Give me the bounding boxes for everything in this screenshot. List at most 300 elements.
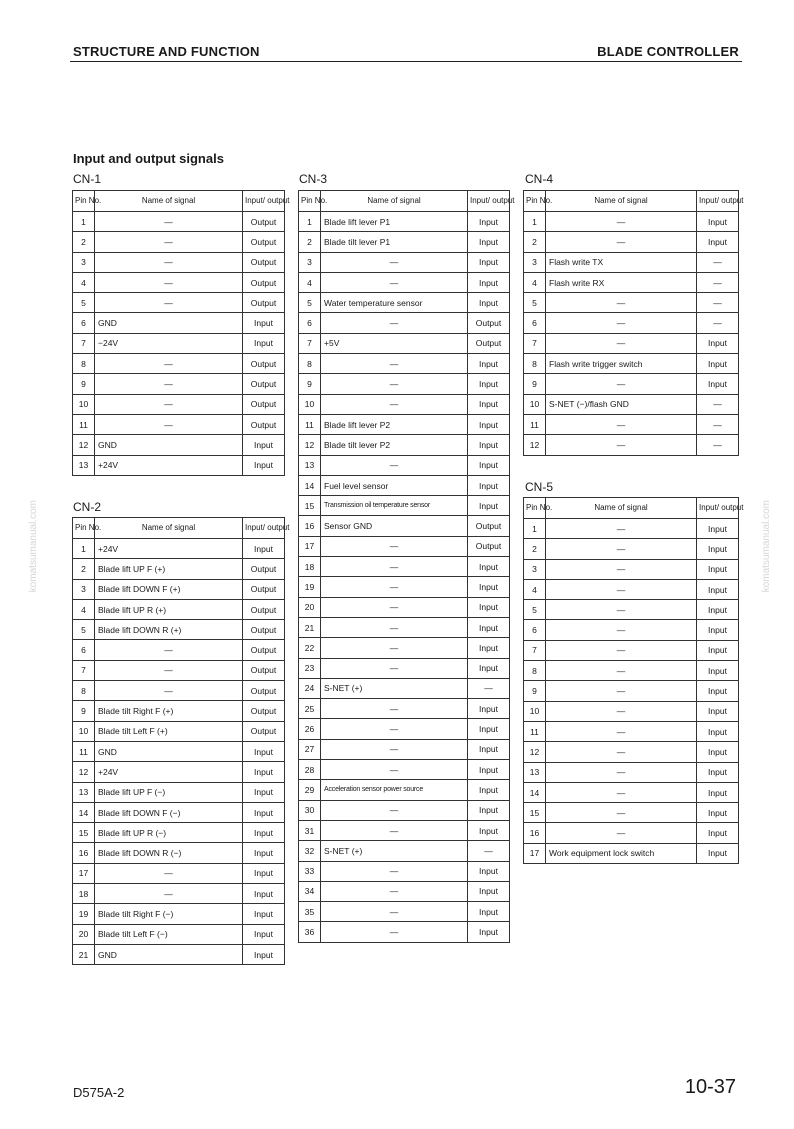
pin-number: 30 bbox=[299, 800, 321, 820]
pin-number: 2 bbox=[299, 232, 321, 252]
signal-name: — bbox=[321, 881, 468, 901]
table-row bbox=[524, 701, 739, 721]
table-row bbox=[73, 455, 285, 475]
signal-direction: Input bbox=[243, 802, 285, 822]
pin-number: 5 bbox=[299, 293, 321, 313]
signal-direction: Input bbox=[468, 902, 510, 922]
table-row bbox=[524, 600, 739, 620]
signal-name: — bbox=[321, 313, 468, 333]
signal-direction: Output bbox=[243, 414, 285, 434]
footer-page-number: 10-37 bbox=[684, 1076, 736, 1098]
table-row bbox=[299, 313, 510, 333]
pin-number: 16 bbox=[524, 823, 546, 843]
header-pin-no: Pin No. bbox=[299, 191, 321, 212]
signal-name: — bbox=[321, 354, 468, 374]
signal-name: — bbox=[546, 742, 697, 762]
header-signal-name: Name of signal bbox=[321, 191, 468, 212]
signal-name: — bbox=[321, 861, 468, 881]
cn2-signal-table bbox=[72, 517, 290, 965]
table-row bbox=[524, 272, 739, 292]
signal-direction: Output bbox=[243, 681, 285, 701]
header-pin-no: Pin No. bbox=[524, 191, 546, 212]
table-row bbox=[524, 374, 739, 394]
signal-name: +5V bbox=[321, 333, 468, 353]
pin-number: 10 bbox=[524, 394, 546, 414]
signal-direction: Input bbox=[697, 600, 739, 620]
signal-direction: Input bbox=[697, 843, 739, 863]
header-signal-name: Name of signal bbox=[95, 518, 243, 539]
signal-name: — bbox=[321, 739, 468, 759]
signal-direction: Input bbox=[468, 597, 510, 617]
signal-name: Acceleration sensor power source bbox=[321, 780, 468, 800]
table-row bbox=[73, 924, 285, 944]
pin-number: 3 bbox=[73, 252, 95, 272]
table-row bbox=[73, 293, 285, 313]
signal-name: Transmission oil temperature sensor bbox=[321, 496, 468, 516]
pin-number: 11 bbox=[524, 414, 546, 434]
signal-direction: Input bbox=[697, 823, 739, 843]
signal-direction: Input bbox=[697, 559, 739, 579]
pin-number: 10 bbox=[73, 721, 95, 741]
table-row bbox=[73, 212, 285, 232]
cn2-label: CN-2 bbox=[73, 500, 102, 514]
signal-direction: — bbox=[697, 293, 739, 313]
pin-number: 17 bbox=[299, 536, 321, 556]
table-row bbox=[299, 354, 510, 374]
signal-direction: Input bbox=[468, 374, 510, 394]
signal-name: — bbox=[546, 232, 697, 252]
signal-direction: Output bbox=[243, 701, 285, 721]
table-row bbox=[524, 721, 739, 741]
table-row bbox=[299, 496, 510, 516]
signal-name: +24V bbox=[95, 762, 243, 782]
table-row bbox=[524, 661, 739, 681]
pin-number: 10 bbox=[524, 701, 546, 721]
signal-name: — bbox=[321, 719, 468, 739]
signal-direction: Input bbox=[468, 252, 510, 272]
table-row bbox=[73, 660, 285, 680]
pin-number: 14 bbox=[73, 802, 95, 822]
section-title: Input and output signals bbox=[73, 151, 224, 166]
signal-direction: Input bbox=[468, 658, 510, 678]
table-row bbox=[524, 435, 739, 455]
signal-direction: Input bbox=[243, 944, 285, 964]
table-header-row bbox=[524, 191, 739, 212]
signal-direction: — bbox=[468, 841, 510, 861]
pin-number: 15 bbox=[524, 803, 546, 823]
pin-number: 3 bbox=[299, 252, 321, 272]
signal-name: Blade lift lever P1 bbox=[321, 212, 468, 232]
pin-number: 9 bbox=[524, 374, 546, 394]
signal-name: — bbox=[546, 681, 697, 701]
pin-number: 1 bbox=[299, 212, 321, 232]
pin-number: 10 bbox=[299, 394, 321, 414]
pin-number: 1 bbox=[73, 212, 95, 232]
cn4-label: CN-4 bbox=[525, 172, 554, 186]
pin-number: 22 bbox=[299, 638, 321, 658]
table-row bbox=[73, 681, 285, 701]
signal-direction: Input bbox=[697, 640, 739, 660]
signal-name: S-NET (−)/flash GND bbox=[546, 394, 697, 414]
table-row bbox=[524, 539, 739, 559]
pin-number: 11 bbox=[73, 414, 95, 434]
signal-name: — bbox=[321, 597, 468, 617]
watermark-left: komatsumanual.com bbox=[28, 500, 39, 593]
pin-number: 31 bbox=[299, 820, 321, 840]
pin-number: 16 bbox=[73, 843, 95, 863]
signal-direction: Input bbox=[697, 212, 739, 232]
pin-number: 34 bbox=[299, 881, 321, 901]
pin-number: 6 bbox=[73, 640, 95, 660]
table-row bbox=[524, 414, 739, 434]
table-row bbox=[524, 394, 739, 414]
table-row bbox=[73, 741, 285, 761]
table-row bbox=[299, 881, 510, 901]
pin-number: 16 bbox=[299, 516, 321, 536]
signal-direction: Input bbox=[697, 333, 739, 353]
table-row bbox=[524, 762, 739, 782]
table-row bbox=[299, 394, 510, 414]
table-row bbox=[299, 597, 510, 617]
signal-direction: — bbox=[697, 414, 739, 434]
signal-direction: Output bbox=[243, 620, 285, 640]
signal-name: — bbox=[321, 394, 468, 414]
pin-number: 28 bbox=[299, 760, 321, 780]
table-row bbox=[73, 579, 285, 599]
signal-direction: Input bbox=[468, 475, 510, 495]
signal-direction: Output bbox=[468, 516, 510, 536]
signal-name: — bbox=[95, 681, 243, 701]
table-row bbox=[299, 557, 510, 577]
pin-number: 9 bbox=[73, 374, 95, 394]
pin-number: 2 bbox=[73, 232, 95, 252]
table-row bbox=[73, 944, 285, 964]
signal-direction: Output bbox=[243, 212, 285, 232]
signal-name: Blade lift UP F (+) bbox=[95, 559, 243, 579]
table-row bbox=[73, 904, 285, 924]
signal-direction: Input bbox=[243, 904, 285, 924]
header-chapter-title: BLADE CONTROLLER bbox=[597, 44, 739, 59]
signal-direction: Input bbox=[243, 863, 285, 883]
table-row bbox=[73, 721, 285, 741]
signal-name: Work equipment lock switch bbox=[546, 843, 697, 863]
pin-number: 7 bbox=[524, 333, 546, 353]
signal-name: — bbox=[95, 640, 243, 660]
pin-number: 4 bbox=[73, 272, 95, 292]
signal-direction: Input bbox=[697, 661, 739, 681]
signal-name: — bbox=[321, 658, 468, 678]
cn3-label: CN-3 bbox=[299, 172, 328, 186]
table-row bbox=[73, 232, 285, 252]
table-row bbox=[524, 742, 739, 762]
table-row bbox=[299, 435, 510, 455]
signal-name: — bbox=[546, 579, 697, 599]
signal-name: Flash write RX bbox=[546, 272, 697, 292]
signal-name: — bbox=[321, 800, 468, 820]
pin-number: 17 bbox=[73, 863, 95, 883]
signal-name: — bbox=[546, 600, 697, 620]
signal-name: Blade tilt Left F (+) bbox=[95, 721, 243, 741]
signal-direction: Input bbox=[697, 701, 739, 721]
pin-number: 7 bbox=[299, 333, 321, 353]
table-row bbox=[299, 333, 510, 353]
signal-direction: Output bbox=[243, 559, 285, 579]
header-signal-name: Name of signal bbox=[546, 498, 697, 519]
signal-name: — bbox=[321, 536, 468, 556]
signal-name: — bbox=[95, 374, 243, 394]
signal-direction: Output bbox=[243, 252, 285, 272]
table-row bbox=[299, 516, 510, 536]
table-row bbox=[524, 212, 739, 232]
pin-number: 1 bbox=[524, 212, 546, 232]
pin-number: 6 bbox=[73, 313, 95, 333]
table-row bbox=[73, 539, 285, 559]
pin-number: 32 bbox=[299, 841, 321, 861]
pin-number: 3 bbox=[524, 252, 546, 272]
pin-number: 18 bbox=[299, 557, 321, 577]
signal-name: Blade lift DOWN R (+) bbox=[95, 620, 243, 640]
signal-name: Fuel level sensor bbox=[321, 475, 468, 495]
signal-direction: Input bbox=[243, 924, 285, 944]
table-row bbox=[524, 782, 739, 802]
signal-name: Blade lift DOWN R (−) bbox=[95, 843, 243, 863]
signal-name: — bbox=[546, 374, 697, 394]
signal-direction: Input bbox=[243, 884, 285, 904]
table-row bbox=[524, 313, 739, 333]
header-input-output: Input/ output bbox=[468, 191, 510, 212]
signal-direction: Output bbox=[243, 394, 285, 414]
signal-name: Blade lift UP R (+) bbox=[95, 599, 243, 619]
table-row bbox=[73, 599, 285, 619]
signal-direction: Output bbox=[468, 536, 510, 556]
cn5-signal-table bbox=[523, 497, 744, 864]
signal-direction: Input bbox=[697, 681, 739, 701]
signal-direction: Input bbox=[468, 577, 510, 597]
pin-number: 11 bbox=[299, 414, 321, 434]
signal-direction: Output bbox=[468, 313, 510, 333]
table-row bbox=[299, 475, 510, 495]
header-section-title: STRUCTURE AND FUNCTION bbox=[73, 44, 260, 59]
pin-number: 12 bbox=[73, 435, 95, 455]
signal-name: — bbox=[546, 782, 697, 802]
pin-number: 19 bbox=[73, 904, 95, 924]
pin-number: 7 bbox=[73, 660, 95, 680]
signal-direction: — bbox=[697, 435, 739, 455]
signal-name: — bbox=[321, 922, 468, 942]
pin-number: 5 bbox=[73, 293, 95, 313]
signal-direction: Input bbox=[697, 232, 739, 252]
pin-number: 5 bbox=[524, 600, 546, 620]
pin-number: 21 bbox=[73, 944, 95, 964]
table-row bbox=[524, 333, 739, 353]
table-row bbox=[299, 902, 510, 922]
signal-direction: Input bbox=[468, 617, 510, 637]
table-row bbox=[73, 354, 285, 374]
signal-direction: Input bbox=[468, 739, 510, 759]
signal-direction: Input bbox=[468, 557, 510, 577]
signal-direction: Input bbox=[468, 212, 510, 232]
table-row bbox=[73, 333, 285, 353]
table-row bbox=[299, 536, 510, 556]
header-input-output: Input/ output bbox=[243, 191, 285, 212]
footer-model: D575A-2 bbox=[73, 1085, 125, 1100]
signal-name: — bbox=[321, 577, 468, 597]
signal-name: — bbox=[546, 293, 697, 313]
pin-number: 13 bbox=[73, 455, 95, 475]
signal-name: — bbox=[546, 559, 697, 579]
pin-number: 5 bbox=[73, 620, 95, 640]
table-row bbox=[299, 820, 510, 840]
signal-name: — bbox=[546, 519, 697, 539]
table-row bbox=[73, 884, 285, 904]
signal-direction: Input bbox=[697, 620, 739, 640]
signal-direction: Input bbox=[468, 496, 510, 516]
table-row bbox=[299, 455, 510, 475]
signal-name: — bbox=[321, 374, 468, 394]
pin-number: 13 bbox=[73, 782, 95, 802]
table-row bbox=[73, 435, 285, 455]
signal-direction: Input bbox=[697, 374, 739, 394]
pin-number: 4 bbox=[524, 579, 546, 599]
signal-direction: Input bbox=[697, 762, 739, 782]
pin-number: 4 bbox=[73, 599, 95, 619]
pin-number: 1 bbox=[524, 519, 546, 539]
signal-name: Blade tilt lever P2 bbox=[321, 435, 468, 455]
signal-direction: Output bbox=[243, 293, 285, 313]
signal-name: — bbox=[321, 820, 468, 840]
signal-name: — bbox=[95, 354, 243, 374]
table-row bbox=[73, 620, 285, 640]
pin-number: 4 bbox=[299, 272, 321, 292]
table-row bbox=[299, 760, 510, 780]
table-row bbox=[524, 519, 739, 539]
table-row bbox=[299, 374, 510, 394]
pin-number: 20 bbox=[73, 924, 95, 944]
table-header-row bbox=[73, 191, 285, 212]
signal-name: — bbox=[95, 863, 243, 883]
signal-direction: — bbox=[697, 313, 739, 333]
signal-name: — bbox=[321, 557, 468, 577]
pin-number: 19 bbox=[299, 577, 321, 597]
table-row bbox=[524, 681, 739, 701]
signal-direction: Input bbox=[697, 742, 739, 762]
pin-number: 11 bbox=[524, 721, 546, 741]
signal-direction: — bbox=[697, 272, 739, 292]
signal-direction: Input bbox=[243, 455, 285, 475]
pin-number: 6 bbox=[299, 313, 321, 333]
pin-number: 26 bbox=[299, 719, 321, 739]
header-input-output: Input/ output bbox=[243, 518, 285, 539]
signal-direction: Input bbox=[468, 719, 510, 739]
pin-number: 8 bbox=[524, 354, 546, 374]
table-row bbox=[299, 719, 510, 739]
pin-number: 7 bbox=[524, 640, 546, 660]
signal-name: — bbox=[546, 762, 697, 782]
pin-number: 12 bbox=[73, 762, 95, 782]
table-row bbox=[73, 802, 285, 822]
signal-name: — bbox=[321, 760, 468, 780]
signal-name: — bbox=[321, 617, 468, 637]
signal-direction: — bbox=[697, 252, 739, 272]
signal-direction: Input bbox=[697, 539, 739, 559]
signal-direction: Output bbox=[243, 660, 285, 680]
pin-number: 3 bbox=[524, 559, 546, 579]
signal-name: +24V bbox=[95, 539, 243, 559]
signal-name: GND bbox=[95, 435, 243, 455]
signal-name: — bbox=[95, 252, 243, 272]
pin-number: 23 bbox=[299, 658, 321, 678]
pin-number: 11 bbox=[73, 741, 95, 761]
signal-direction: Input bbox=[697, 579, 739, 599]
signal-name: S-NET (+) bbox=[321, 841, 468, 861]
table-row bbox=[73, 252, 285, 272]
table-row bbox=[524, 252, 739, 272]
signal-name: S-NET (+) bbox=[321, 678, 468, 698]
table-row bbox=[299, 841, 510, 861]
signal-name: — bbox=[546, 701, 697, 721]
pin-number: 18 bbox=[73, 884, 95, 904]
cn1-signal-table bbox=[72, 190, 290, 476]
signal-direction: Input bbox=[468, 354, 510, 374]
table-row bbox=[524, 354, 739, 374]
pin-number: 15 bbox=[299, 496, 321, 516]
table-row bbox=[299, 658, 510, 678]
signal-name: — bbox=[321, 455, 468, 475]
signal-name: — bbox=[546, 435, 697, 455]
signal-name: Blade lift DOWN F (+) bbox=[95, 579, 243, 599]
signal-direction: Input bbox=[468, 861, 510, 881]
signal-direction: Output bbox=[243, 599, 285, 619]
table-row bbox=[299, 272, 510, 292]
table-row bbox=[524, 640, 739, 660]
signal-direction: — bbox=[468, 678, 510, 698]
pin-number: 3 bbox=[73, 579, 95, 599]
signal-direction: Input bbox=[243, 313, 285, 333]
signal-direction: Input bbox=[468, 820, 510, 840]
signal-name: — bbox=[95, 884, 243, 904]
signal-name: — bbox=[546, 212, 697, 232]
signal-name: — bbox=[95, 212, 243, 232]
table-row bbox=[299, 414, 510, 434]
signal-direction: Input bbox=[468, 232, 510, 252]
cn4-signal-table bbox=[523, 190, 744, 456]
pin-number: 24 bbox=[299, 678, 321, 698]
signal-name: +24V bbox=[95, 455, 243, 475]
signal-name: Sensor GND bbox=[321, 516, 468, 536]
signal-direction: Input bbox=[243, 782, 285, 802]
signal-name: — bbox=[546, 313, 697, 333]
signal-direction: Input bbox=[468, 780, 510, 800]
pin-number: 8 bbox=[73, 681, 95, 701]
signal-name: — bbox=[546, 539, 697, 559]
table-row bbox=[73, 313, 285, 333]
table-row bbox=[73, 843, 285, 863]
table-row bbox=[299, 780, 510, 800]
pin-number: 1 bbox=[73, 539, 95, 559]
signal-name: — bbox=[95, 394, 243, 414]
signal-name: — bbox=[95, 272, 243, 292]
table-row bbox=[73, 762, 285, 782]
pin-number: 4 bbox=[524, 272, 546, 292]
pin-number: 27 bbox=[299, 739, 321, 759]
signal-name: — bbox=[321, 272, 468, 292]
signal-name: Blade lift DOWN F (−) bbox=[95, 802, 243, 822]
header-input-output: Input/ output bbox=[697, 191, 739, 212]
table-row bbox=[524, 293, 739, 313]
pin-number: 33 bbox=[299, 861, 321, 881]
signal-name: Blade tilt Right F (+) bbox=[95, 701, 243, 721]
signal-direction: Input bbox=[243, 741, 285, 761]
